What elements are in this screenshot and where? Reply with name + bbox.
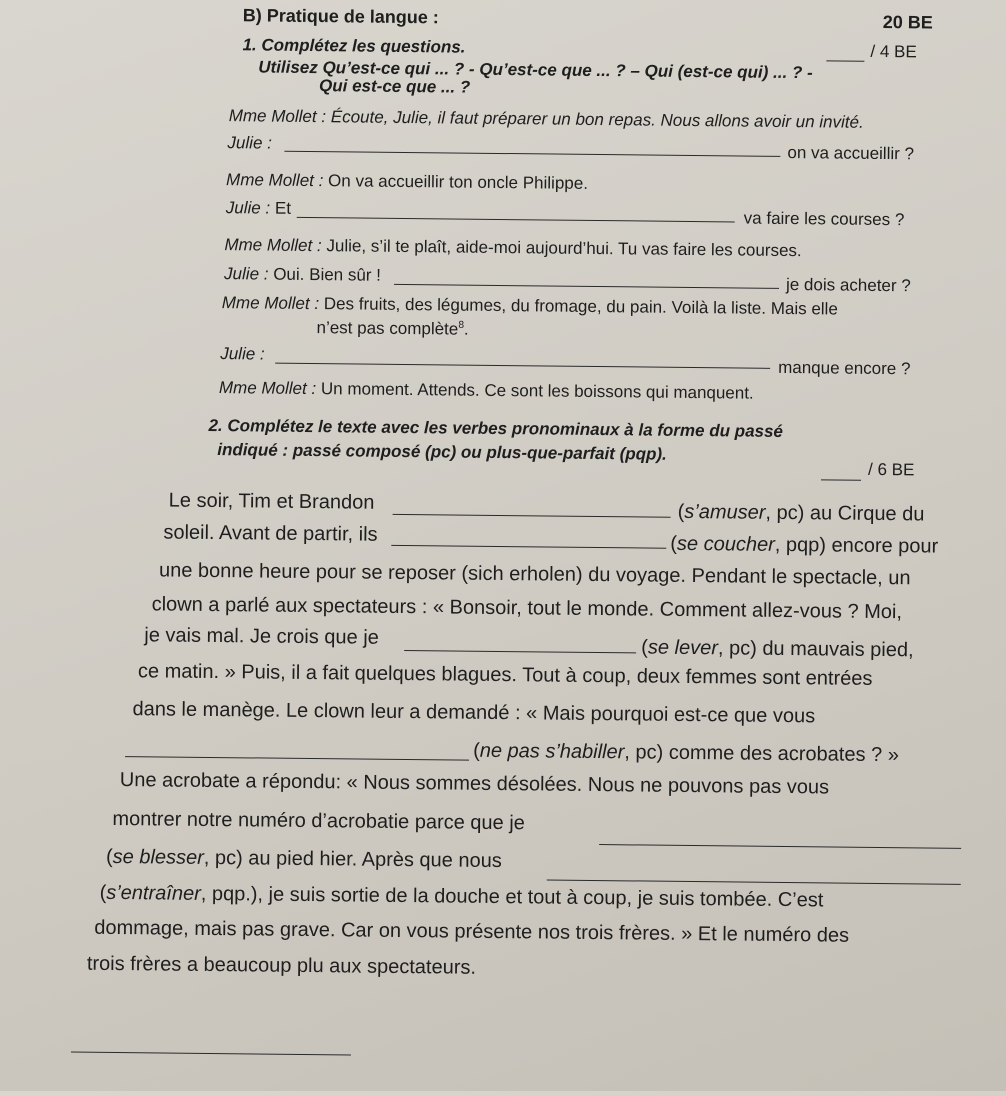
text-line-3: une bonne heure pour se reposer (sich erholen) du voyage. Pendant le spectacle, un (158, 559, 911, 590)
text-line-2a: soleil. Avant de partir, ils (163, 521, 378, 546)
verb-blank-2[interactable] (391, 544, 666, 549)
julie-speaker-2: Julie : Et (225, 198, 292, 218)
text-line-7: dans le manège. Le clown leur a demandé : « Mais pourquoi est-ce que vous (132, 698, 816, 728)
dialogue-line-5: Mme Mollet : Julie, s’il te plaît, aide-moi aujourd’hui. Tu vas faire les courses. (224, 235, 802, 261)
dialogue-line-8-end: manque encore ? (778, 357, 911, 379)
exercise2-title-1: 2. Complétez le texte avec les verbes pronominaux à la forme du passé (208, 415, 784, 441)
dialogue-line-3: Mme Mollet : On va accueillir ton oncle Philippe. (226, 170, 589, 193)
exercise1-title: 1. Complétez les questions. (242, 35, 466, 57)
text-line-4: clown a parlé aux spectateurs : « Bonsoir, tout le monde. Comment allez-vous ? Moi, (151, 593, 903, 624)
section-title: B) Pratique de langue : (242, 5, 439, 28)
answer-blank-2[interactable] (297, 216, 735, 223)
total-points: 20 BE (882, 11, 933, 33)
dialogue-line-7b: n’est pas complète$^8$. (316, 318, 469, 339)
answer-blank-4[interactable] (275, 362, 770, 369)
exercise2-score-blank[interactable] (821, 478, 861, 480)
text-line-13: dommage, mais pas grave. Car on vous présente nos trois frères. » Et le numéro des (94, 916, 850, 947)
text-line-12: (s’entraîner, pqp.), je suis sortie de la douche et tout à coup, je suis tombée. C’est (99, 881, 824, 912)
text-line-9: Une acrobate a répondu: « Nous sommes désolées. Nous ne pouvons pas vous (119, 769, 830, 799)
text-line-1a: Le soir, Tim et Brandon (168, 489, 375, 514)
verb-blank-1[interactable] (393, 513, 671, 518)
text-line-5b: (se lever, pc) du mauvais pied, (641, 636, 914, 662)
exercise1-instruction-2: Qui est-ce que ... ? (318, 76, 471, 97)
verb-blank-4[interactable] (125, 755, 469, 761)
dialogue-line-7a: Mme Mollet : Des fruits, des légumes, du fromage, du pain. Voilà la liste. Mais elle (221, 293, 838, 319)
exercise1-score-blank[interactable] (826, 59, 864, 61)
dialogue-line-4-end: va faire les courses ? (743, 208, 905, 230)
answer-blank-3[interactable] (394, 283, 779, 289)
footnote-marker: 8 (458, 319, 465, 331)
exercise2-points: / 6 BE (868, 459, 915, 480)
julie-speaker-4: Julie : (220, 344, 265, 364)
verb-blank-5[interactable] (599, 843, 961, 849)
exercise1-points: / 4 BE (870, 41, 917, 62)
text-line-14: trois frères a beaucoup plu aux spectateurs. (86, 952, 477, 979)
text-line-6: ce matin. » Puis, il a fait quelques blagues. Tout à coup, deux femmes sont entrées (137, 660, 873, 690)
text-line-5a: je vais mal. Je crois que je (144, 624, 379, 649)
verb-blank-6[interactable] (547, 879, 961, 885)
dialogue-line-1: Mme Mollet : Écoute, Julie, il faut préparer un bon repas. Nous allons avoir un invité. (228, 106, 864, 132)
verb-blank-3[interactable] (404, 649, 636, 653)
answer-blank-1[interactable] (284, 150, 780, 157)
text-line-10a: montrer notre numéro d’acrobatie parce que je (112, 807, 525, 835)
julie-speaker-1: Julie : (227, 133, 273, 153)
dialogue-line-6-end: je dois acheter ? (785, 274, 911, 296)
footnote-separator (71, 1051, 351, 1056)
exercise2-title-2: indiqué : passé composé (pc) ou plus-que-parfait (pqp). (217, 440, 667, 464)
julie-speaker-3: Julie : Oui. Bien sûr ! (224, 264, 382, 285)
dialogue-line-9: Mme Mollet : Un moment. Attends. Ce sont les boissons qui manquent. (218, 378, 754, 403)
text-line-8b: (ne pas s’habiller, pc) comme des acrobates ? » (473, 739, 900, 767)
text-line-2b: (se coucher, pqp) encore pour (670, 532, 939, 558)
exercise1-instruction-1: Utilisez Qu’est-ce qui ... ? - Qu’est-ce que ... ? – Qui (est-ce qui) ... ? - (258, 57, 813, 83)
text-line-1b: (s’amuser, pc) au Cirque du (677, 500, 925, 526)
text-line-11a: (se blesser, pc) au pied hier. Après que nous (105, 845, 502, 873)
dialogue-line-2-end: on va accueillir ? (787, 142, 915, 164)
